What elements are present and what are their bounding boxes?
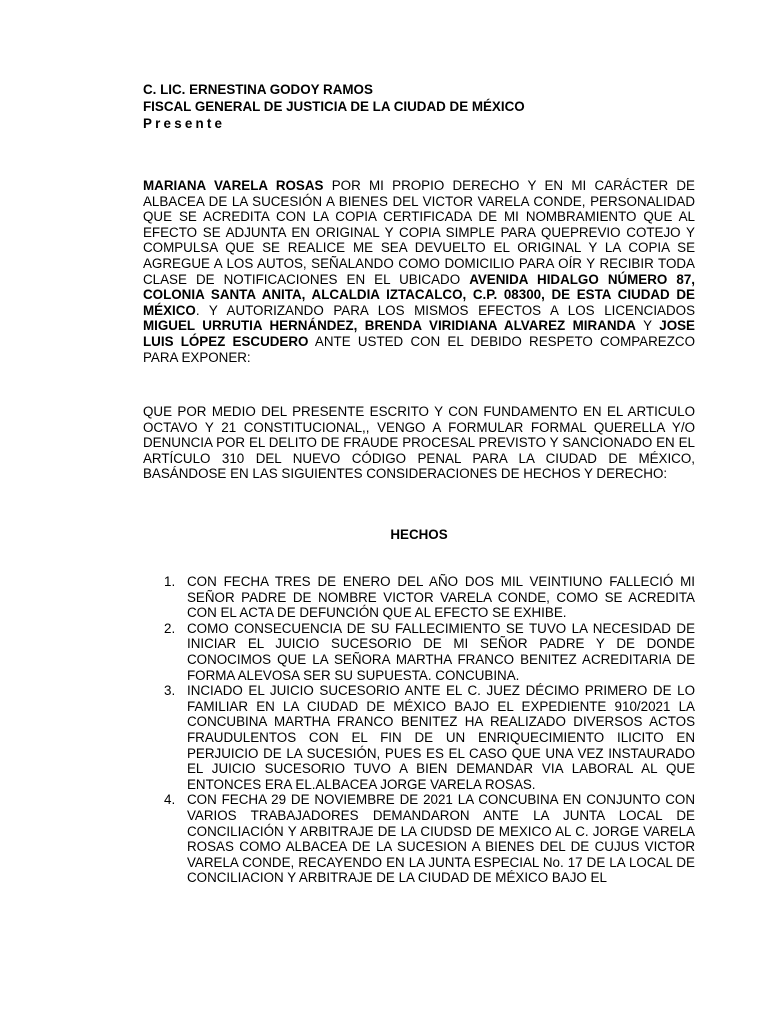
authorized-lawyers: MIGUEL URRUTIA HERNÁNDEZ, BRENDA VIRIDIANA ALVAREZ MIRANDA: [143, 318, 636, 334]
intro-paragraph: [143, 178, 695, 365]
fact-item: [143, 683, 695, 792]
fact-number: 3.: [164, 683, 176, 699]
facts-heading: HECHOS: [390, 527, 448, 542]
intro-text-3: Y: [635, 318, 660, 334]
fact-item: [143, 574, 695, 621]
fact-item: [143, 792, 695, 886]
addressee-title: FISCAL GENERAL DE JUSTICIA DE LA CIUDAD DE MÉXICO: [143, 99, 525, 114]
intro-text-2: . Y AUTORIZANDO PARA LOS MISMOS EFECTOS A LOS LICENCIADOS: [195, 302, 695, 318]
fact-number: 1.: [164, 574, 176, 589]
addressee-greeting: Presente: [143, 116, 226, 131]
notification-address: AVENIDA HIDALGO NÚMERO 87, COLONIA SANTA ANITA, ALCALDIA IZTACALCO, C.P. 08300, DE ESTA CIUDAD DE MÉXICO: [143, 271, 696, 318]
fact-text: CON FECHA TRES DE ENERO DEL AÑO DOS MIL VEINTIUNO FALLECIÓ MI SEÑOR PADRE DE NOMBRE VICTOR VARELA CONDE, COMO SE ACREDITA CON EL ACTA DE DEFUNCIÓN QUE AL EFECTO SE EXHIBE.: [187, 574, 695, 621]
fact-text: COMO CONSECUENCIA DE SU FALLECIMIENTO SE TUVO LA NECESIDAD DE INICIAR EL JUICIO SUCESORIO DE MI SEÑOR PADRE Y DE DONDE CONOCIMOS QUE LA SEÑORA MARTHA FRANCO BENITEZ ACREDITARIA DE FORMA ALEVOSA SER SU SUPUESTA. CONCUBINA.: [187, 620, 695, 683]
fact-number: 2.: [164, 620, 176, 636]
addressee-block: [143, 81, 703, 132]
intro-text-1: POR MI PROPIO DERECHO Y EN MI CARÁCTER DE ALBACEA DE LA SUCESIÓN A BIENES DEL VICTOR VARELA CONDE, PERSONALIDAD QUE SE ACREDITA CON LA COPIA CERTIFICADA DE MI NOMBRAMIENTO QUE AL EFECTO SE ADJUNTA EN ORIGINAL Y COPIA SIMPLE PARA QUEPREVIO COTEJO Y COMPULSA QUE SE REALICE ME SEA DEVUELTO EL ORIGINAL Y LA COPIA SE AGREGUE A LOS AUTOS, SEÑALANDO COMO DOMICILIO PARA OÍR Y RECIBIR TODA CLASE DE NOTIFICACIONES EN EL UBICADO: [143, 178, 695, 287]
facts-list: [143, 574, 695, 886]
fact-text: INCIADO EL JUICIO SUCESORIO ANTE EL C. JUEZ DÉCIMO PRIMERO DE LO FAMILIAR EN LA CIUDAD DE MÉXICO BAJO EL EXPEDIENTE 910/2021 LA CONCUBINA MARTHA FRANCO BENITEZ HA REALIZADO DIVERSOS ACTOS FRAUDULENTOS CON EL FIN DE UN ENRIQUECIMIENTO ILICITO EN PERJUICIO DE LA SUCESIÓN, PUES ES EL CASO QUE UNA VEZ INSTAURADO EL JUICIO SUCESORIO TUVO A BIEN DEMANDAR VIA LABORAL AL QUE ENTONCES ERA EL.ALBACEA JORGE VARELA ROSAS.: [187, 683, 695, 792]
petitioner-name: MARIANA VARELA ROSAS: [143, 178, 324, 193]
fact-item: [143, 621, 695, 683]
addressee-name: C. LIC. ERNESTINA GODOY RAMOS: [143, 82, 373, 97]
intro-text-4: ANTE USTED CON EL DEBIDO RESPETO COMPAREZCO PARA EXPONER:: [143, 333, 695, 365]
purpose-paragraph: QUE POR MEDIO DEL PRESENTE ESCRITO Y CON FUNDAMENTO EN EL ARTICULO OCTAVO Y 21 CONSTITUCIONAL,, VENGO A FORMULAR FORMAL QUERELLA Y/O DENUNCIA POR EL DELITO DE FRAUDE PROCESAL PREVISTO Y SANCIONADO EN EL ARTÍCULO 310 DEL NUEVO CÓDIGO PENAL PARA LA CIUDAD DE MÉXICO, BASÁNDOSE EN LAS SIGUIENTES CONSIDERACIONES DE HECHOS Y DERECHO:: [143, 404, 695, 482]
fact-number: 4.: [164, 792, 176, 808]
authorized-lawyer-last: JOSE LUIS LÓPEZ ESCUDERO: [143, 318, 695, 349]
fact-text: CON FECHA 29 DE NOVIEMBRE DE 2021 LA CONCUBINA EN CONJUNTO CON VARIOS TRABAJADORES DEMANDARON ANTE LA JUNTA LOCAL DE CONCILIACIÓN Y ARBITRAJE DE LA CIUDSD DE MEXICO AL C. JORGE VARELA ROSAS COMO ALBACEA DE LA SUCESION A BIENES DEL DE CUJUS VICTOR VARELA CONDE, RECAYENDO EN LA JUNTA ESPECIAL No. 17 DE LA LOCAL DE CONCILIACION Y ARBITRAJE DE LA CIUDAD DE MÉXICO BAJO EL: [187, 792, 695, 886]
